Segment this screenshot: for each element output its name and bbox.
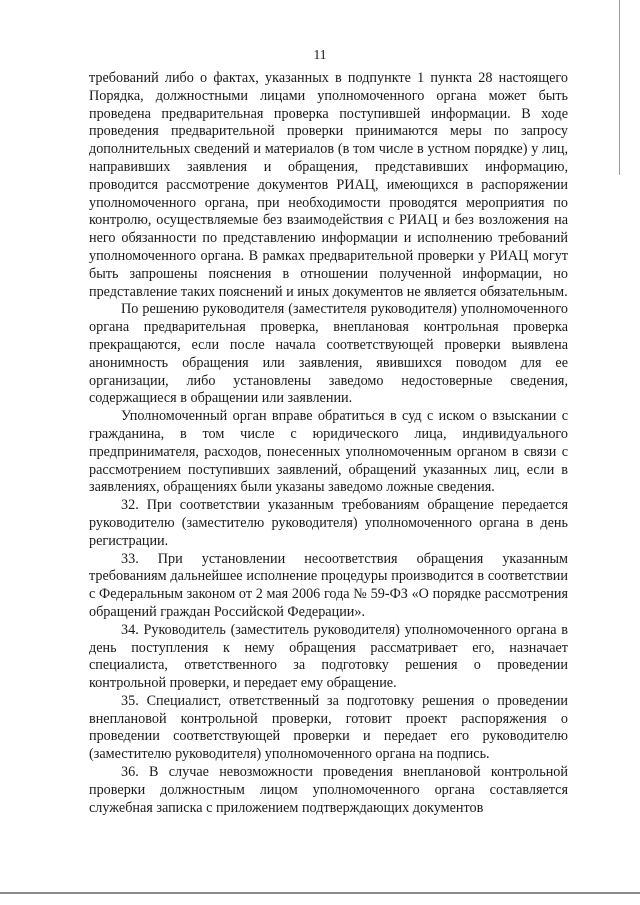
paragraph-36: 36. В случае невозможности проведения внеплановой контрольной проверки должностным лицом уполномоченного органа составляется служебная записка с приложением подтверждающих документов [89,764,568,816]
paragraph-32: 32. При соответствии указанным требованиям обращение передается руководителю (заместителю руководителя) уполномоченного органа в день регистрации. [89,497,568,549]
scan-bottom-line [0,892,640,894]
paragraph-35: 35. Специалист, ответственный за подготовку решения о проведении внеплановой контрольной проверки, готовит проект распоряжения о проведении соответствующей проверки и передает его руководителю (заместителю руководителя) уполномоченного органа на подпись. [89,692,568,763]
paragraph-34: 34. Руководитель (заместитель руководителя) уполномоченного органа в день поступления к нему обращения рассматривает его, назначает специалиста, ответственного за подготовку решения о проведении контрольной проверки, и передает ему обращение. [89,621,568,692]
page-number: 11 [313,47,327,62]
scan-edge-line [619,0,620,175]
paragraph-court-claim: Уполномоченный орган вправе обратиться в суд с иском о взыскании с гражданина, в том числе с юридического лица, индивидуального предпринимателя, расходов, понесенных уполномоченным органом в связи с рассмотрением поступивших заявлений, обращений указанных лиц, если в заявлениях, обращениях были указаны заведомо ложные сведения. [89,408,568,496]
body-text [89,70,568,817]
paragraph-33: 33. При установлении несоответствия обращения указанным требованиям дальнейшее исполнение процедуры производится в соответствии с Федеральным законом от 2 мая 2006 года № 59-ФЗ «О порядке рассмотрения обращений граждан Российской Федерации». [89,550,568,620]
paragraph-termination-decision: По решению руководителя (заместителя руководителя) уполномоченного органа предварительная проверка, внеплановая контрольная проверка прекращаются, если после начала соответствующей проверки выявлена анонимность обращения или заявления, явившихся поводом для ее организации, либо установлены заведомо недостоверные сведения, содержащиеся в обращении или заявлении. [89,301,568,407]
paragraph-continuation: требований либо о фактах, указанных в подпункте 1 пункта 28 настоящего Порядка, должностными лицами уполномоченного органа может быть проведена предварительная проверка поступившей информации. В ходе проведения предварительной проверки принимаются меры по запросу дополнительных сведений и материалов (в том числе в устном порядке) у лиц, направивших заявления и обращения, представивших информацию, проводится рассмотрение документов РИАЦ, имеющихся в распоряжении уполномоченного органа, при необходимости проводятся мероприятия по контролю, осуществляемые без взаимодействия с РИАЦ и без возложения на него обязанности по представлению информации и исполнению требований уполномоченного органа. В рамках предварительной проверки у РИАЦ могут быть запрошены пояснения в отношении полученной информации, но представление таких пояснений и иных документов не является обязательным. [89,70,568,300]
